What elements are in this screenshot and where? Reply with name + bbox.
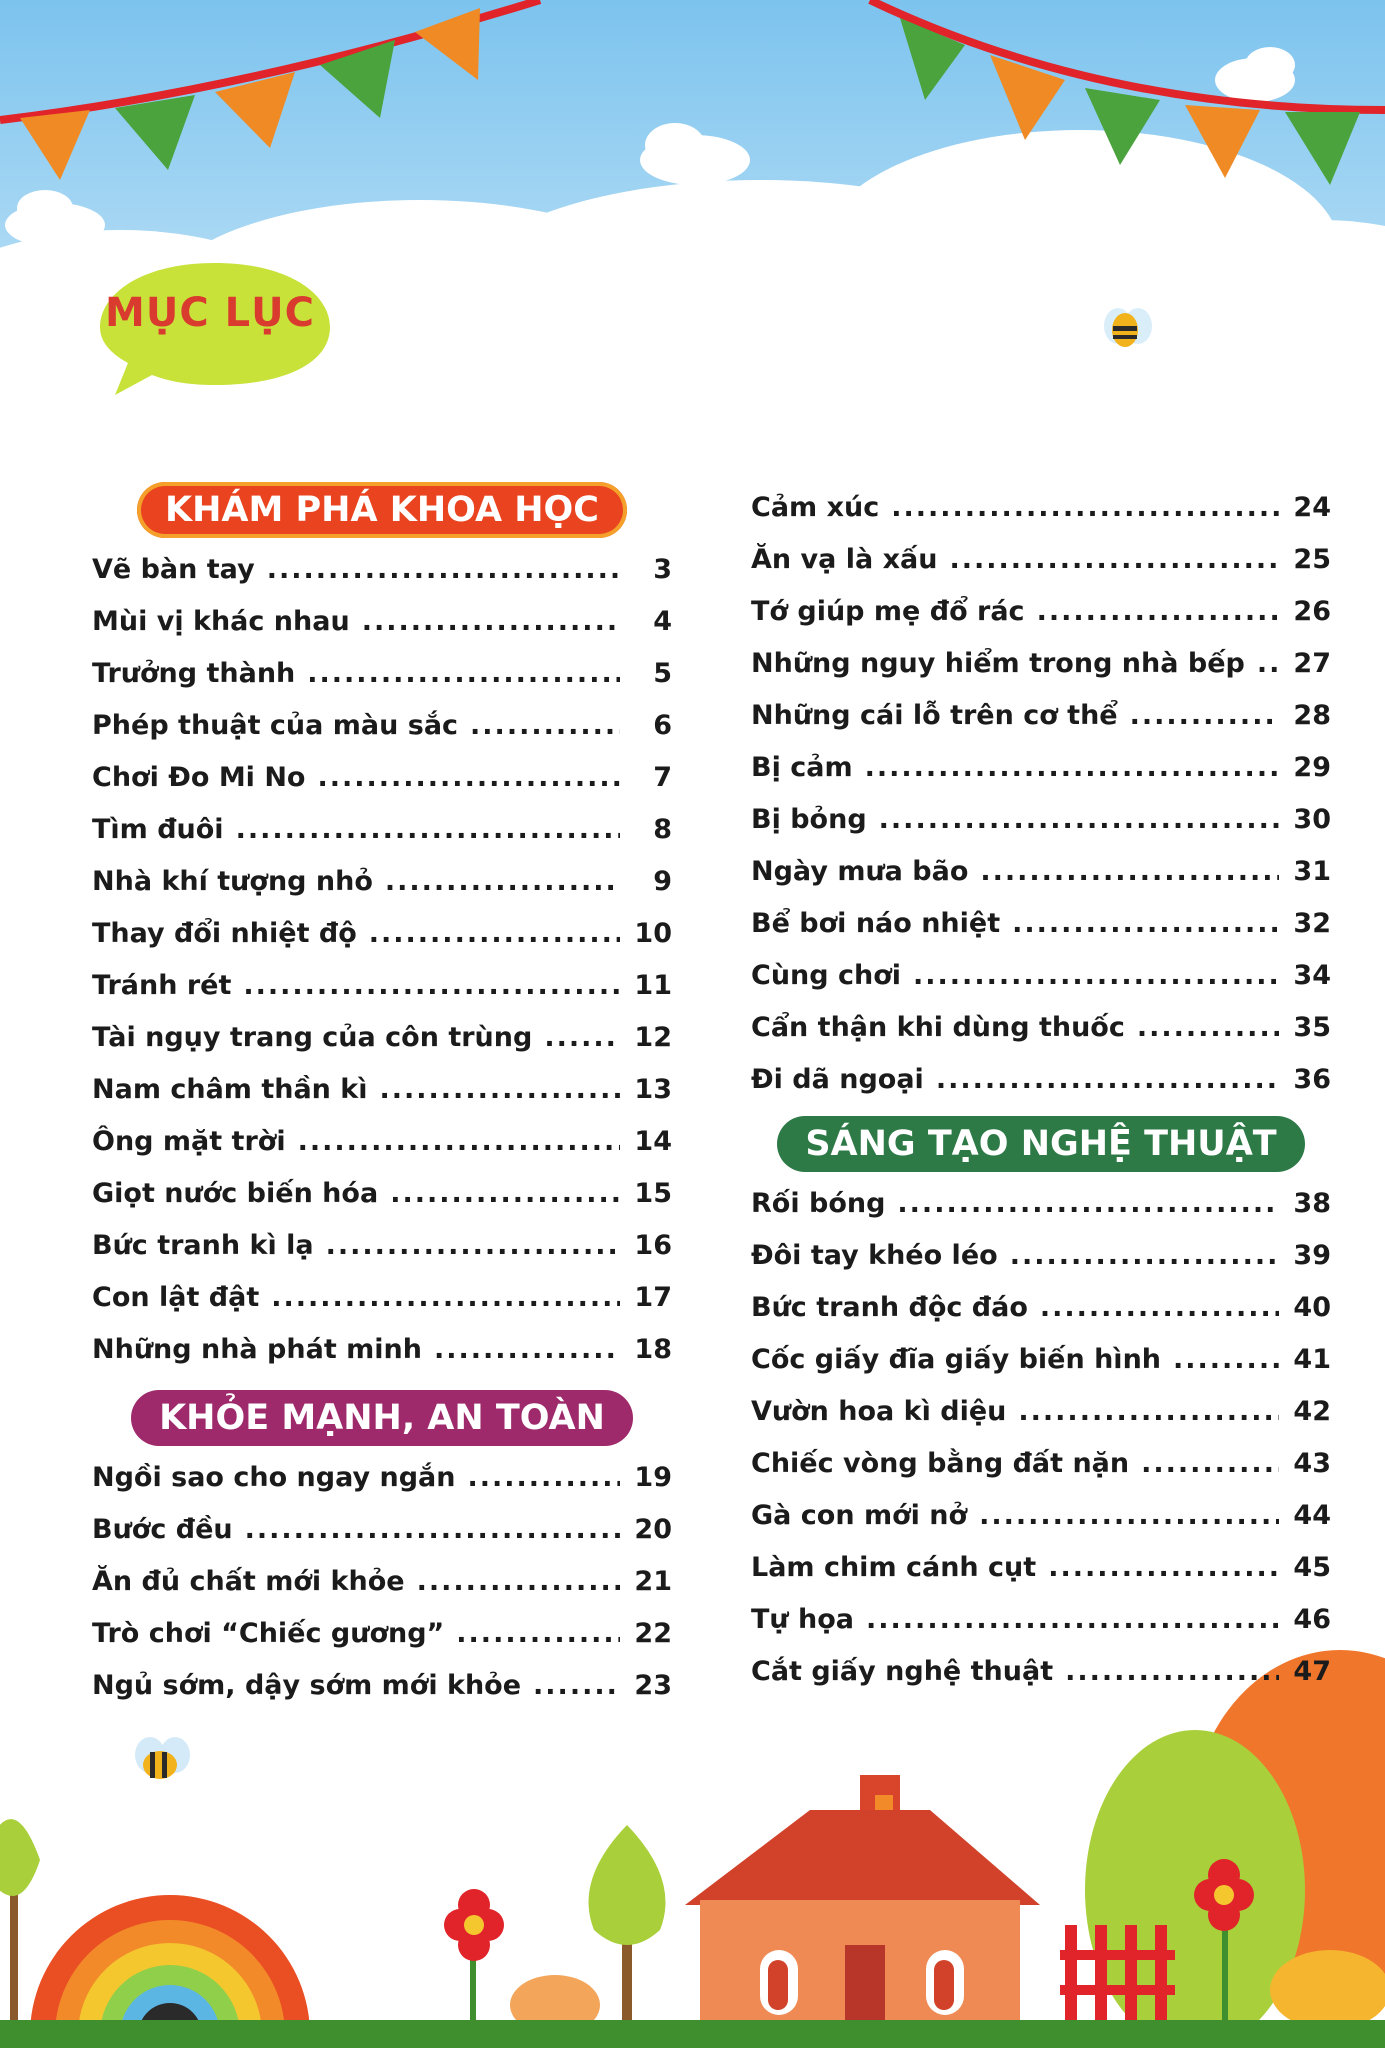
toc-entry [92,544,672,596]
toc-entry-page-number: 36 [1293,1064,1331,1095]
toc-entry-title: Đôi tay khéo léo [751,1240,998,1271]
toc-entry-title: Ngồi sao cho ngay ngắn [92,1462,456,1493]
toc-entry-page-number: 28 [1293,700,1331,731]
toc-entry-leader-dots [1173,1334,1279,1386]
toc-entry-leader-dots [866,1594,1279,1646]
toc-entry-leader-dots [865,742,1279,794]
toc-entry-title: Cảm xúc [751,492,880,523]
toc-entry-page-number: 14 [634,1126,672,1157]
toc-entry-leader-dots [1141,1438,1279,1490]
toc-entry-page-number: 4 [653,606,672,637]
toc-entry-page-number: 13 [634,1074,672,1105]
toc-entry-page-number: 8 [653,814,672,845]
toc-entry-leader-dots [267,544,620,596]
toc-entry-leader-dots [385,856,620,908]
toc-entry-title: Con lật đật [92,1282,260,1313]
toc-entry-leader-dots [891,482,1279,534]
toc-entry-leader-dots [470,700,620,752]
toc-entry-title: Bức tranh kì lạ [92,1230,314,1261]
toc-entry [751,1594,1331,1646]
toc-entry-leader-dots [271,1272,620,1324]
section-heading-art: SÁNG TẠO NGHỆ THUẬT [777,1116,1304,1172]
toc-entry-page-number: 10 [634,918,672,949]
toc-entry-leader-dots [1040,1282,1279,1334]
toc-entry [751,1490,1331,1542]
toc-entry-leader-dots [369,908,620,960]
toc-entry-leader-dots [1065,1646,1279,1698]
toc-entry-page-number: 24 [1293,492,1331,523]
toc-entry [92,856,672,908]
toc-entry-page-number: 7 [653,762,672,793]
toc-entry-leader-dots [1018,1386,1279,1438]
toc-entry-title: Những nhà phát minh [92,1334,422,1365]
toc-list-science [92,544,672,1376]
toc-entry [92,1168,672,1220]
toc-entry-title: Cùng chơi [751,960,902,991]
toc-entry-leader-dots [949,534,1279,586]
toc-entry-page-number: 20 [634,1514,672,1545]
toc-entry-page-number: 5 [653,658,672,689]
toc-entry-title: Tìm đuôi [92,814,224,845]
toc-entry-leader-dots [936,1054,1279,1106]
toc-entry [751,794,1331,846]
toc-entry [751,1282,1331,1334]
toc-entry-page-number: 32 [1293,908,1331,939]
toc-entry-title: Trưởng thành [92,658,296,689]
flower-left [444,1889,504,2025]
toc-entry [751,898,1331,950]
toc-entry-title: Những cái lỗ trên cơ thể [751,700,1118,731]
toc-entry-leader-dots [1048,1542,1279,1594]
toc-entry-leader-dots [307,648,620,700]
toc-entry-page-number: 31 [1293,856,1331,887]
toc-entry-leader-dots [362,596,620,648]
toc-list-art [751,1178,1331,1698]
toc-entry-page-number: 27 [1293,648,1331,679]
toc-entry-leader-dots [544,1012,620,1064]
toc-entry-page-number: 12 [634,1022,672,1053]
toc-entry [92,1324,672,1376]
toc-entry [92,908,672,960]
toc-entry-page-number: 42 [1293,1396,1331,1427]
toc-entry-title: Đi dã ngoại [751,1064,924,1095]
toc-left-column [92,482,672,1712]
toc-entry-page-number: 19 [634,1462,672,1493]
toc-entry-page-number: 29 [1293,752,1331,783]
toc-entry-title: Tránh rét [92,970,232,1001]
toc-entry-leader-dots [1137,1002,1279,1054]
toc-entry-title: Bị cảm [751,752,853,783]
toc-entry-page-number: 3 [653,554,672,585]
toc-entry [92,1608,672,1660]
toc-entry-page-number: 17 [634,1282,672,1313]
toc-entry-page-number: 43 [1293,1448,1331,1479]
toc-entry-title: Phép thuật của màu sắc [92,710,459,741]
toc-entry [92,648,672,700]
toc-entry-title: Bị bỏng [751,804,867,835]
toc-entry-page-number: 30 [1293,804,1331,835]
toc-entry-title: Chiếc vòng bằng đất nặn [751,1448,1130,1479]
toc-entry-title: Ngày mưa bão [751,856,969,887]
toc-entry-leader-dots [380,1064,620,1116]
toc-entry [751,1054,1331,1106]
toc-entry-leader-dots [390,1168,620,1220]
toc-entry [92,700,672,752]
toc-entry-page-number: 39 [1293,1240,1331,1271]
toc-entry-page-number: 22 [634,1618,672,1649]
toc-entry [751,1002,1331,1054]
toc-entry [751,1646,1331,1698]
toc-entry [751,638,1331,690]
toc-entry-page-number: 11 [634,970,672,1001]
toc-entry-page-number: 44 [1293,1500,1331,1531]
toc-entry [751,950,1331,1002]
toc-entry-leader-dots [1257,638,1279,690]
toc-entry-leader-dots [245,1504,620,1556]
toc-entry-page-number: 45 [1293,1552,1331,1583]
toc-entry [751,482,1331,534]
toc-entry-page-number: 41 [1293,1344,1331,1375]
toc-entry-title: Cẩn thận khi dùng thuốc [751,1012,1125,1043]
toc-entry-leader-dots [298,1116,620,1168]
toc-entry-leader-dots [434,1324,620,1376]
toc-entry [92,804,672,856]
toc-entry-page-number: 9 [653,866,672,897]
section-heading-health: KHỎE MẠNH, AN TOÀN [131,1390,633,1446]
toc-entry [751,1386,1331,1438]
grass-strip [0,2020,1385,2048]
toc-entry [751,1230,1331,1282]
toc-entry-leader-dots [1012,898,1279,950]
toc-entry-title: Tớ giúp mẹ đổ rác [751,596,1025,627]
toc-right-column [751,482,1331,1698]
toc-entry-leader-dots [243,960,620,1012]
toc-entry-leader-dots [913,950,1279,1002]
toc-entry-title: Cốc giấy đĩa giấy biến hình [751,1344,1162,1375]
toc-entry-title: Ăn vạ là xấu [751,544,938,575]
toc-entry-leader-dots [533,1660,620,1712]
toc-entry-leader-dots [980,846,1279,898]
toc-entry-page-number: 16 [634,1230,672,1261]
toc-entry [92,1452,672,1504]
toc-entry-leader-dots [1130,690,1279,742]
bee-icon-top [1104,308,1152,347]
bee-icon-bottom [135,1737,190,1779]
toc-entry [751,690,1331,742]
toc-entry-leader-dots [417,1556,620,1608]
toc-list-health-part2 [751,482,1331,1106]
toc-entry-leader-dots [1010,1230,1279,1282]
toc-entry-title: Nhà khí tượng nhỏ [92,866,373,897]
toc-entry-title: Thay đổi nhiệt độ [92,918,357,949]
toc-entry-leader-dots [236,804,620,856]
toc-entry-title: Vẽ bàn tay [92,554,255,585]
toc-entry-title: Giọt nước biến hóa [92,1178,379,1209]
toc-entry-leader-dots [456,1608,620,1660]
toc-entry-leader-dots [317,752,620,804]
toc-entry-title: Bức tranh độc đáo [751,1292,1028,1323]
toc-entry [92,1660,672,1712]
toc-entry-page-number: 38 [1293,1188,1331,1219]
toc-entry-title: Chơi Đo Mi No [92,762,306,793]
toc-entry-title: Bể bơi náo nhiệt [751,908,1001,939]
toc-entry-title: Bước đều [92,1514,233,1545]
toc-entry-page-number: 18 [634,1334,672,1365]
toc-entry-title: Ngủ sớm, dậy sớm mới khỏe [92,1670,522,1701]
tree-middle [589,1825,666,2020]
toc-entry-title: Mùi vị khác nhau [92,606,350,637]
toc-entry-page-number: 34 [1293,960,1331,991]
toc-entry-page-number: 15 [634,1178,672,1209]
toc-entry-title: Tự họa [751,1604,855,1635]
house [685,1775,1040,2030]
toc-entry-page-number: 40 [1293,1292,1331,1323]
toc-list-health-part1 [92,1452,672,1712]
hill-green [1085,1730,1305,2048]
page-title: MỤC LỤC [105,290,315,336]
toc-entry [92,1556,672,1608]
toc-entry [92,960,672,1012]
toc-entry [751,846,1331,898]
toc-entry-title: Vườn hoa kì diệu [751,1396,1007,1427]
toc-entry [751,1542,1331,1594]
toc-entry-title: Trò chơi “Chiếc gương” [92,1618,445,1649]
toc-entry-title: Rối bóng [751,1188,886,1219]
toc-entry [92,752,672,804]
toc-entry-page-number: 23 [634,1670,672,1701]
toc-entry-title: Tài ngụy trang của côn trùng [92,1022,533,1053]
toc-entry [92,1012,672,1064]
toc-entry [92,1116,672,1168]
toc-entry-page-number: 21 [634,1566,672,1597]
bush-right [1270,1950,1385,2030]
tree-left [0,1819,40,2020]
toc-entry-page-number: 26 [1293,596,1331,627]
toc-entry [92,1064,672,1116]
toc-entry [92,1504,672,1556]
toc-entry-title: Làm chim cánh cụt [751,1552,1037,1583]
toc-entry [751,534,1331,586]
toc-entry [751,1438,1331,1490]
toc-entry-title: Những nguy hiểm trong nhà bếp [751,648,1245,679]
toc-entry-leader-dots [879,794,1279,846]
toc-entry-leader-dots [467,1452,620,1504]
toc-entry [92,1220,672,1272]
toc-entry-page-number: 47 [1293,1656,1331,1687]
toc-entry [92,596,672,648]
toc-entry [92,1272,672,1324]
toc-entry [751,742,1331,794]
toc-entry-leader-dots [979,1490,1279,1542]
toc-entry [751,586,1331,638]
section-heading-science: KHÁM PHÁ KHOA HỌC [137,482,627,538]
toc-entry-leader-dots [1037,586,1279,638]
toc-entry [751,1178,1331,1230]
toc-entry-leader-dots [326,1220,620,1272]
toc-entry-title: Gà con mới nở [751,1500,968,1531]
toc-entry-title: Nam châm thần kì [92,1074,368,1105]
toc-entry-page-number: 25 [1293,544,1331,575]
toc-entry-title: Cắt giấy nghệ thuật [751,1656,1054,1687]
toc-entry-title: Ông mặt trời [92,1126,286,1157]
toc-entry-page-number: 35 [1293,1012,1331,1043]
toc-entry-page-number: 46 [1293,1604,1331,1635]
toc-entry-title: Ăn đủ chất mới khỏe [92,1566,405,1597]
toc-entry-page-number: 6 [653,710,672,741]
toc-entry [751,1334,1331,1386]
toc-entry-leader-dots [897,1178,1279,1230]
